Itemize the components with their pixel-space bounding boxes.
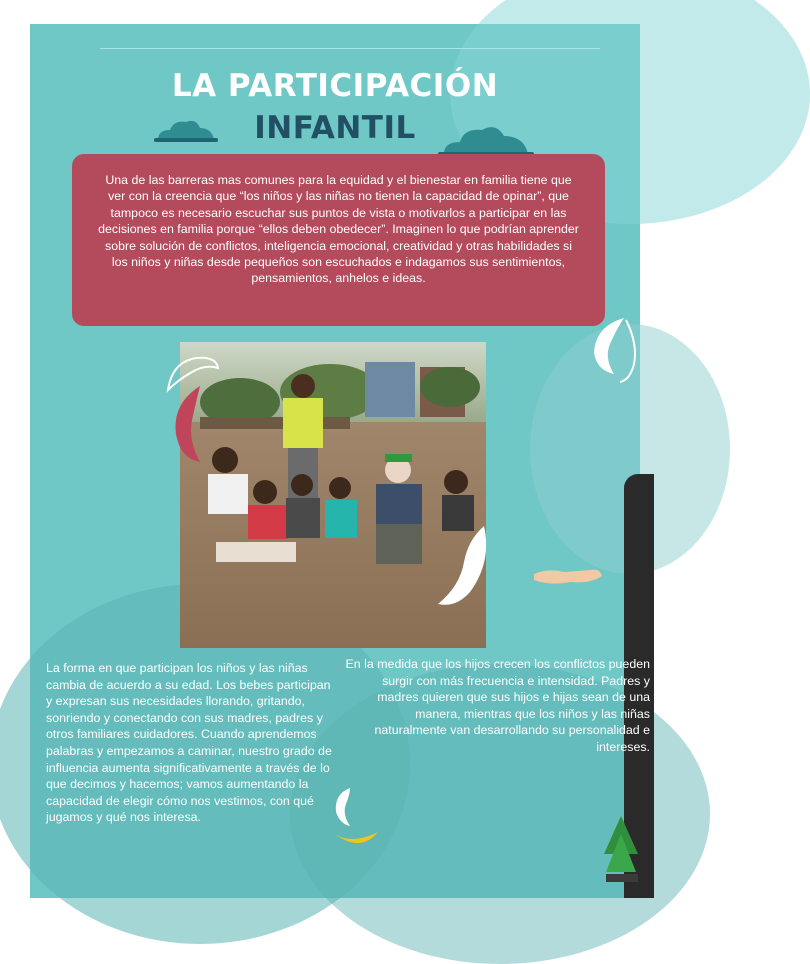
- page-panel: [30, 24, 650, 898]
- red-drop-icon: [170, 384, 206, 464]
- top-divider: [100, 48, 600, 49]
- left-column-text: La forma en que participan los niños y las niñas cambia de acuerdo a su edad. Los bebes participan y expresan sus necesidades llorando, gritando, sonriendo y conectando con sus madres, padres y otros familiares cuidadores. Cuando aprendemos palabras y empezamos a caminar, nuestro grado de influencia aumenta significativamente a través de lo que decimos y hacemos; vamos aumentando la capacidad de elegir cómo nos vestimos, con qué jugamos y qué nos interesa.: [46, 661, 332, 825]
- white-drop-icon: [590, 314, 640, 384]
- right-column-text: En la medida que los hijos crecen los conflictos pueden surgir con más frecuencia e intensidad. Padres y madres quieren que sus hijos e hijas sean de una manera, mientras que los niños y las niñas naturalmente van desarrollando su personalidad e intereses.: [345, 657, 650, 754]
- tree-icon: [602, 814, 640, 884]
- title-line-1: LA PARTICIPACIÓN: [171, 68, 499, 104]
- title-line-2: INFANTIL: [254, 110, 416, 146]
- intro-text: Una de las barreras mas comunes para la equidad y el bienestar en familia tiene que ver con la creencia que “los niños y las niñas no tienen la capacidad de opinar”, que tampoco es necesario escuchar sus puntos de vista o motivarlos a participar en las decisiones en familia porque “ellos deben obedecer”. Imaginen lo que podrían aprender sobre solución de conflictos, inteligencia emocional, creatividad y otras habilidades si los niños y niñas desde pequeños son escuchados e indagamos sus sentimientos, pensamientos, anhelos e ideas.: [98, 173, 579, 286]
- intro-text-box: [72, 154, 605, 326]
- cloud-icon: [154, 116, 218, 144]
- white-drop-icon: [434, 522, 490, 612]
